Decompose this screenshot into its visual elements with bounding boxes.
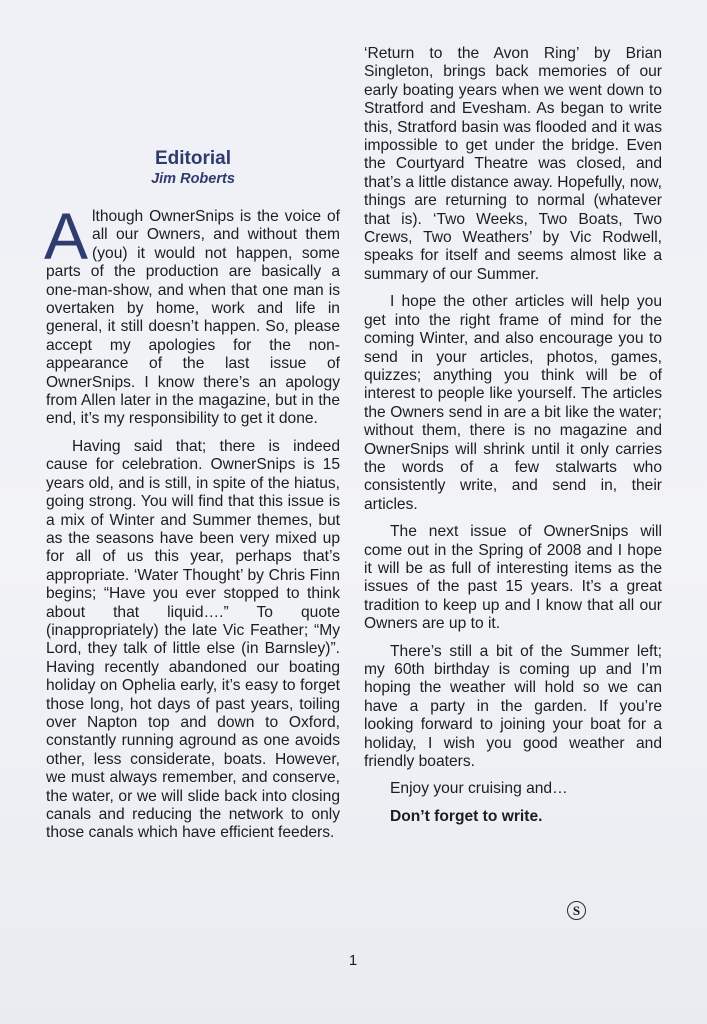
paragraph: I hope the other articles will help you get into the right frame of mind for the coming Winter, and also encourage you to send in your articles, photos, games, quizzes; anything you think will be of interest to people like yourself. The articles the Owners send in are a bit like the water; without them, there is no magazine and OwnerSnips will shrink until it only carries the words of a few stalwarts who consistently write, and send in, their articles.: [364, 293, 662, 513]
right-column: [364, 45, 662, 835]
paragraph: Having said that; there is indeed cause for celebration. OwnerSnips is 15 years old, and is still, in spite of the hiatus, going strong. You will find that this issue is a mix of Winter and Summer themes, but as the seasons have been very mixed up for all of us this year, perhaps that’s appropriate. ‘Water Thought’ by Chris Finn begins; “Have you ever stopped to think about that liquid….” To quote (inappropriately) the late Vic Feather; “My Lord, they talk of little else (in Barnsley)”. Having recently abandoned our boating holiday on Ophelia early, it’s easy to forget those long, hot days of past years, toiling over Napton top and down to Oxford, constantly running aground as one avoids other, less considerate, boats. However, we must always remember, and conserve, the water, or we will slide back into closing canals and reducing the network to only those canals which have efficient feeders.: [46, 437, 340, 842]
end-mark-icon: S: [567, 901, 586, 920]
page-number: 1: [348, 952, 358, 969]
signoff: Don’t forget to write.: [390, 807, 543, 825]
paragraph: The next issue of OwnerSnips will come out in the Spring of 2008 and I hope it will be as full of interesting items as the issues of the past 15 years. It’s a great tradition to keep up and I know that all our Owners are up to it.: [364, 523, 662, 633]
left-column: [46, 148, 340, 852]
paragraph-text: lthough OwnerSnips is the voice of all our Owners, and without them (you) it would not happen, some parts of the production are basically a one-man-show, and when that one man is overtaken by home, work and life in general, it still doesn’t happen. So, please accept my apologies for the non-appearance of the last issue of OwnerSnips. I know there’s an apology from Allen later in the magazine, but in the end, it’s my responsibility to get it done.: [46, 208, 340, 428]
drop-cap: A: [44, 199, 89, 273]
editorial-heading: [46, 148, 340, 188]
paragraph: There’s still a bit of the Summer left; my 60th birthday is coming up and I’m hoping the weather will hold so we can have a party in the garden. If you’re looking forward to joining your boat for a holiday, I wish you good weather and friendly boaters.: [364, 642, 662, 771]
paragraph: ‘Return to the Avon Ring’ by Brian Singleton, brings back memories of our early boating years when we went down to Stratford and Evesham. As began to write this, Stratford basin was flooded and it was impossible to get under the bridge. Even the Courtyard Theatre was closed, and that’s a little distance away. Hopefully, now, things are returning to normal (whatever that is). ‘Two Weeks, Two Boats, Two Crews, Two Weathers’ by Vic Rodwell, speaks for itself and seems almost like a summary of our Summer.: [364, 45, 662, 283]
paragraph: [44, 199, 340, 429]
author-byline: Jim Roberts: [151, 171, 235, 187]
closing-line: Enjoy your cruising and…: [390, 780, 568, 798]
page-title: Editorial: [154, 148, 231, 169]
